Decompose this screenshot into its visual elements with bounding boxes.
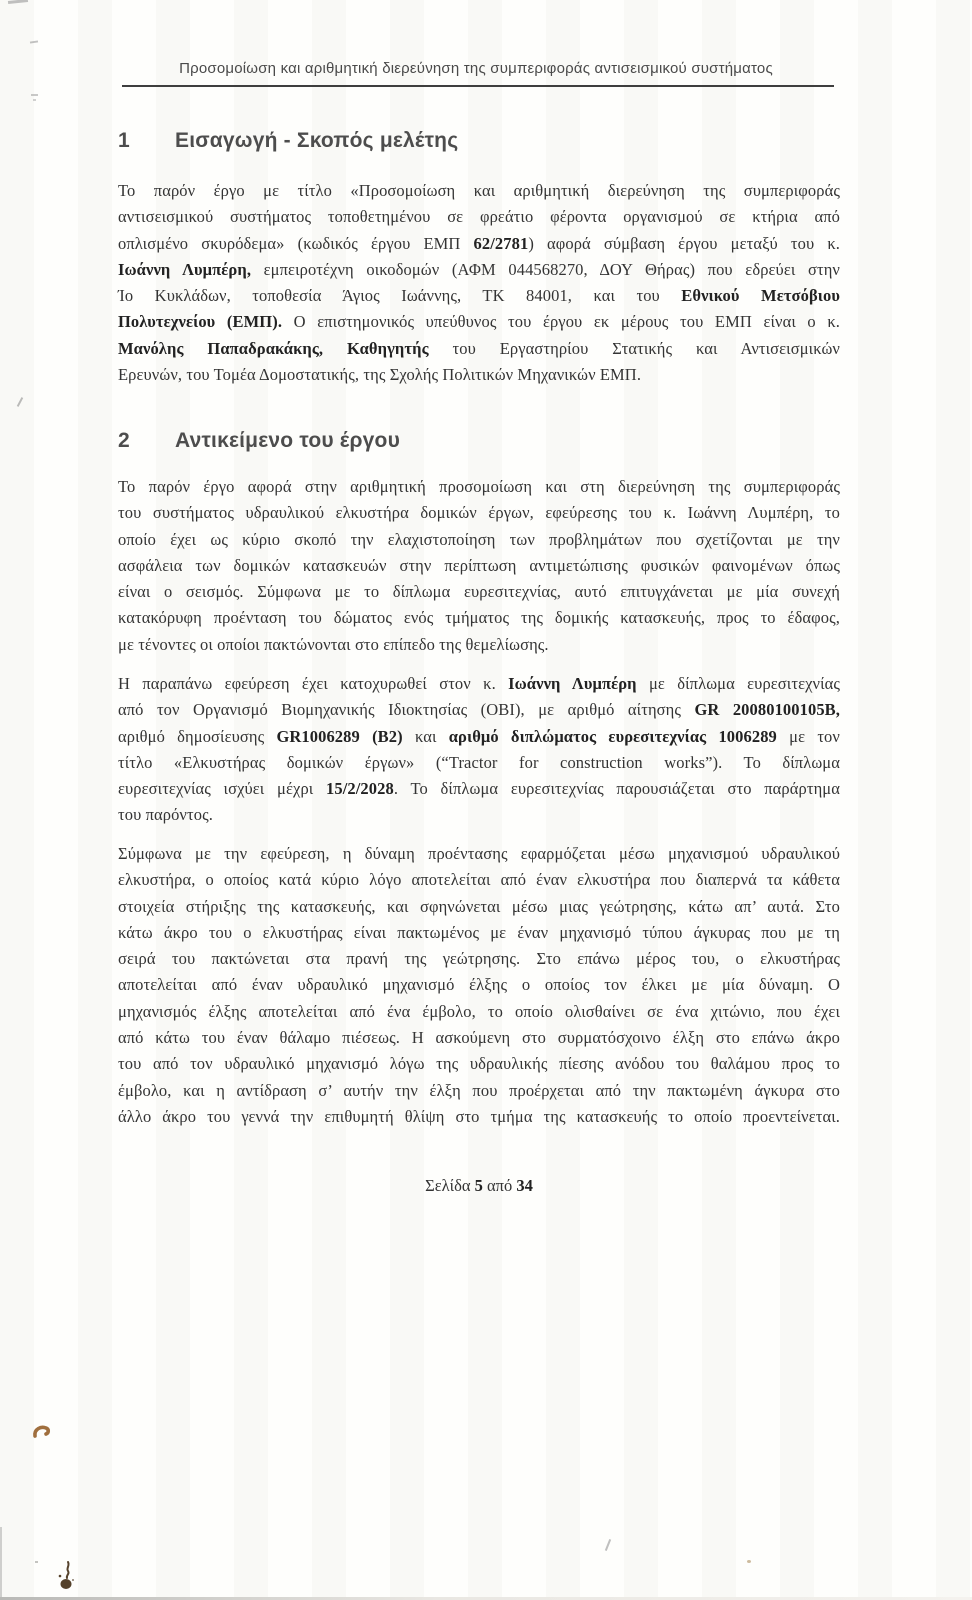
text-segment: με τένοντες οι οποίοι πακτώνονται στο επίπεδο της θεμελίωσης. — [118, 634, 549, 654]
text-segment: αποτελείται από έναν υδραυλικό μηχανισμό έλξης ο οποίος τον έλκει με μία δύναμη. Ο — [118, 975, 840, 995]
paper-speck — [747, 1560, 751, 1563]
text-segment: εμπειροτέχνη οικοδομών (ΑΦΜ 044568270, ΔΟΥ Θήρας) που εδρεύει στην — [251, 259, 840, 279]
corner-smudge-mark — [8, 0, 28, 4]
body-line — [118, 257, 840, 283]
text-segment: Η παραπάνω εφεύρεση έχει κατοχυρωθεί στον κ. — [118, 674, 509, 693]
section-number: 2 — [118, 429, 130, 452]
text-segment: ) αφορά σύμβαση έργου μεταξύ του κ. — [528, 233, 840, 253]
text-segment: έμβολο, και η αντίδραση σ’ αυτήν την έλξη που προέρχεται από την πακτωμένη άγκυρα στο — [118, 1080, 840, 1100]
text-segment: του παρόντος. — [118, 805, 213, 825]
text-segment: . Το δίπλωμα ευρεσιτεχνίας παρουσιάζεται στο παράρτημα — [393, 779, 840, 799]
text-segment: 15/2/2028 — [326, 779, 394, 799]
body-line — [118, 972, 840, 998]
text-segment: και — [402, 726, 449, 746]
text-segment: Το παρόν έργο με τίτλο «Προσομοίωση και αριθμητική διερεύνηση της συμπεριφοράς — [118, 181, 840, 200]
body-line — [118, 579, 840, 605]
text-segment: κάτω άκρο του ο ελκυστήρας είναι πακτωμένος με έναν μηχανισμό τύπου άγκυρας που με τη — [118, 922, 840, 942]
section-heading-1 — [118, 129, 458, 153]
text-segment: 34 — [516, 1176, 533, 1195]
ink-splotch-mark — [56, 1560, 78, 1592]
body-line — [118, 894, 840, 920]
text-segment: τίτλο «Ελκυστήρας δομικών έργων» (“Tractor for construction works”). Το δίπλωμα — [118, 752, 840, 772]
body-line — [118, 283, 840, 309]
page-number-footer — [118, 1176, 840, 1196]
body-line — [118, 309, 840, 335]
text-segment: Μανόλης Παπαδρακάκης, Καθηγητής — [118, 338, 429, 358]
body-line — [118, 204, 840, 230]
paragraph-mechanism-description — [118, 841, 840, 1130]
body-line — [118, 527, 840, 553]
body-line — [118, 841, 840, 867]
section-number: 1 — [118, 129, 130, 152]
body-line — [118, 362, 840, 388]
faint-slash-mark — [605, 1539, 611, 1551]
text-segment: κατακόρυφη προένταση του δώματος ενός τμήματος της δομικής κατασκευής, προς το έδαφος, — [118, 608, 840, 628]
header-rule — [122, 85, 834, 87]
body-line — [118, 671, 840, 697]
margin-slash-mark — [17, 397, 23, 407]
body-line — [118, 553, 840, 579]
body-line — [118, 1104, 840, 1130]
body-line — [118, 1078, 840, 1104]
text-segment: αντισεισμικού συστήματος τοποθετημένου σε φρεάτιο φέροντα οργανισμού σε κτήρια από — [118, 207, 840, 227]
body-line — [118, 1051, 840, 1077]
text-segment: Σελίδα — [425, 1176, 475, 1195]
text-segment: του από τον υδραυλικό μηχανισμό λόγω της υδραυλικής πίεσης ανόδου του θαλάμου προς το — [118, 1054, 840, 1074]
text-segment: με δίπλωμα ευρεσιτεχνίας — [636, 674, 841, 693]
body-line — [118, 999, 840, 1025]
text-segment: μηχανισμός έλξης αποτελείται από ένα έμβολο, το οποίο ολισθαίνει σε ένα χιτώνιο, που έχει — [118, 1001, 840, 1021]
text-segment: αριθμό δημοσίευσης — [118, 726, 277, 746]
paragraph-project-object — [118, 474, 840, 658]
text-segment: του συστήματος υδραυλικού ελκυστήρα δομικών έργων, εφεύρεσης του κ. Ιωάννη Λυμπέρη, το — [118, 503, 840, 523]
text-segment: Εθνικού Μετσόβιου — [681, 286, 840, 306]
brown-squiggle-mark — [32, 1424, 54, 1440]
paragraph-patent-info — [118, 671, 840, 829]
text-segment: οπλισμένο σκυρόδεμα» (κωδικός έργου ΕΜΠ — [118, 233, 474, 253]
text-segment: αριθμό διπλώματος ευρεσιτεχνίας 1006289 — [448, 726, 777, 746]
text-segment: 5 — [474, 1176, 483, 1195]
text-segment: ελκυστήρα, ο οποίος κατά κύριο λόγο αποτελείται από έναν ελκυστήρα που διαπερνά τα κάθετα — [118, 870, 840, 890]
text-segment: άλλο άκρο του γεννά την επιθυμητή θλίψη στο τμήμα της κατασκευής το οποίο προεντείνεται. — [118, 1106, 840, 1126]
text-segment: Ερευνών, του Τομέα Δομοστατικής, της Σχολής Πολιτικών Μηχανικών ΕΜΠ. — [118, 365, 642, 385]
body-line — [118, 724, 840, 750]
text-segment: από τον Οργανισμό Βιομηχανικής Ιδιοκτησίας (ΟΒΙ), με αριθμό αίτησης — [118, 700, 695, 720]
margin-dash-mark — [30, 40, 38, 43]
section-title: Εισαγωγή - Σκοπός μελέτης — [175, 129, 459, 152]
body-line — [118, 776, 840, 802]
text-segment: Ίο Κυκλάδων, τοποθεσία Άγιος Ιωάννης, ΤΚ 84001, και του — [118, 286, 682, 306]
text-segment: Ο επιστημονικός υπεύθυνος του έργου εκ μέρους του ΕΜΠ είναι ο κ. — [282, 312, 840, 332]
text-segment: ασφάλεια των δομικών κατασκευών στην περίπτωση αντιμετώπισης φυσικών φαινομένων όπως — [118, 555, 840, 575]
section-title: Αντικείμενο του έργου — [175, 429, 401, 452]
body-line — [118, 231, 840, 257]
body-line — [118, 1025, 840, 1051]
text-segment: σειρά του πακτώνεται στα πρανή της γεώτρησης. Στο επάνω μέρος του, ο ελκυστήρας — [118, 949, 840, 969]
text-segment: οποίο έχει ως κύριο σκοπό την ελαχιστοποίηση των προβλημάτων που σχετίζονται με την — [118, 529, 840, 549]
body-line — [118, 632, 840, 658]
text-segment: από κάτω του έναν θάλαμο πιέσεως. Η ασκούμενη στο συρματόσχοινο έλξη στο επάνω άκρο — [118, 1028, 840, 1048]
text-segment: με τον — [776, 726, 840, 746]
text-segment: 62/2781 — [473, 233, 529, 253]
text-segment: ευρεσιτεχνίας ισχύει μέχρι — [118, 779, 327, 799]
text-segment: στοιχεία στήριξης της κατασκευής, και σφηνώνεται μέσω μιας γεώτρησης, κάτω απ’ αυτά. Στο — [118, 896, 840, 916]
body-line — [118, 697, 840, 723]
body-line — [118, 750, 840, 776]
body-line — [118, 867, 840, 893]
paper-speck — [35, 1561, 38, 1563]
running-header: Προσομοίωση και αριθμητική διερεύνηση της συμπεριφοράς αντισεισμικού συστήματος — [179, 60, 773, 77]
text-segment: Ιωάννη Λυμπέρη — [508, 674, 637, 693]
body-line — [118, 605, 840, 631]
text-segment: από — [482, 1176, 517, 1195]
body-line — [118, 946, 840, 972]
margin-dash-mark — [33, 99, 36, 101]
text-segment: Ιωάννη Λυμπέρη, — [118, 259, 252, 279]
body-line — [118, 336, 840, 362]
body-line — [118, 178, 840, 204]
margin-dash-mark — [31, 94, 38, 96]
body-line — [118, 920, 840, 946]
section-heading-2 — [118, 429, 400, 453]
text-segment: Το παρόν έργο αφορά στην αριθμητική προσομοίωση και στη διερεύνηση της συμπεριφοράς — [118, 477, 840, 496]
paragraph-contract-intro — [118, 178, 840, 388]
text-segment: του Εργαστηρίου Στατικής και Αντισεισμικών — [428, 338, 840, 358]
body-line — [118, 474, 840, 500]
body-line — [118, 500, 840, 526]
text-segment: GR1006289 (B2) — [276, 726, 403, 746]
text-segment: είναι ο σεισμός. Σύμφωνα με το δίπλωμα ευρεσιτεχνίας, αυτό επιτυγχάνεται με μία συνεχή — [118, 582, 840, 602]
scan-edge-line-left — [0, 1527, 2, 1600]
text-segment: Σύμφωνα με την εφεύρεση, η δύναμη προέντασης εφαρμόζεται μέσω μηχανισμού υδραυλικού — [118, 844, 840, 863]
body-line — [118, 802, 840, 828]
text-segment: Πολυτεχνείου (ΕΜΠ). — [118, 312, 283, 332]
text-segment: GR 20080100105B, — [694, 700, 841, 720]
